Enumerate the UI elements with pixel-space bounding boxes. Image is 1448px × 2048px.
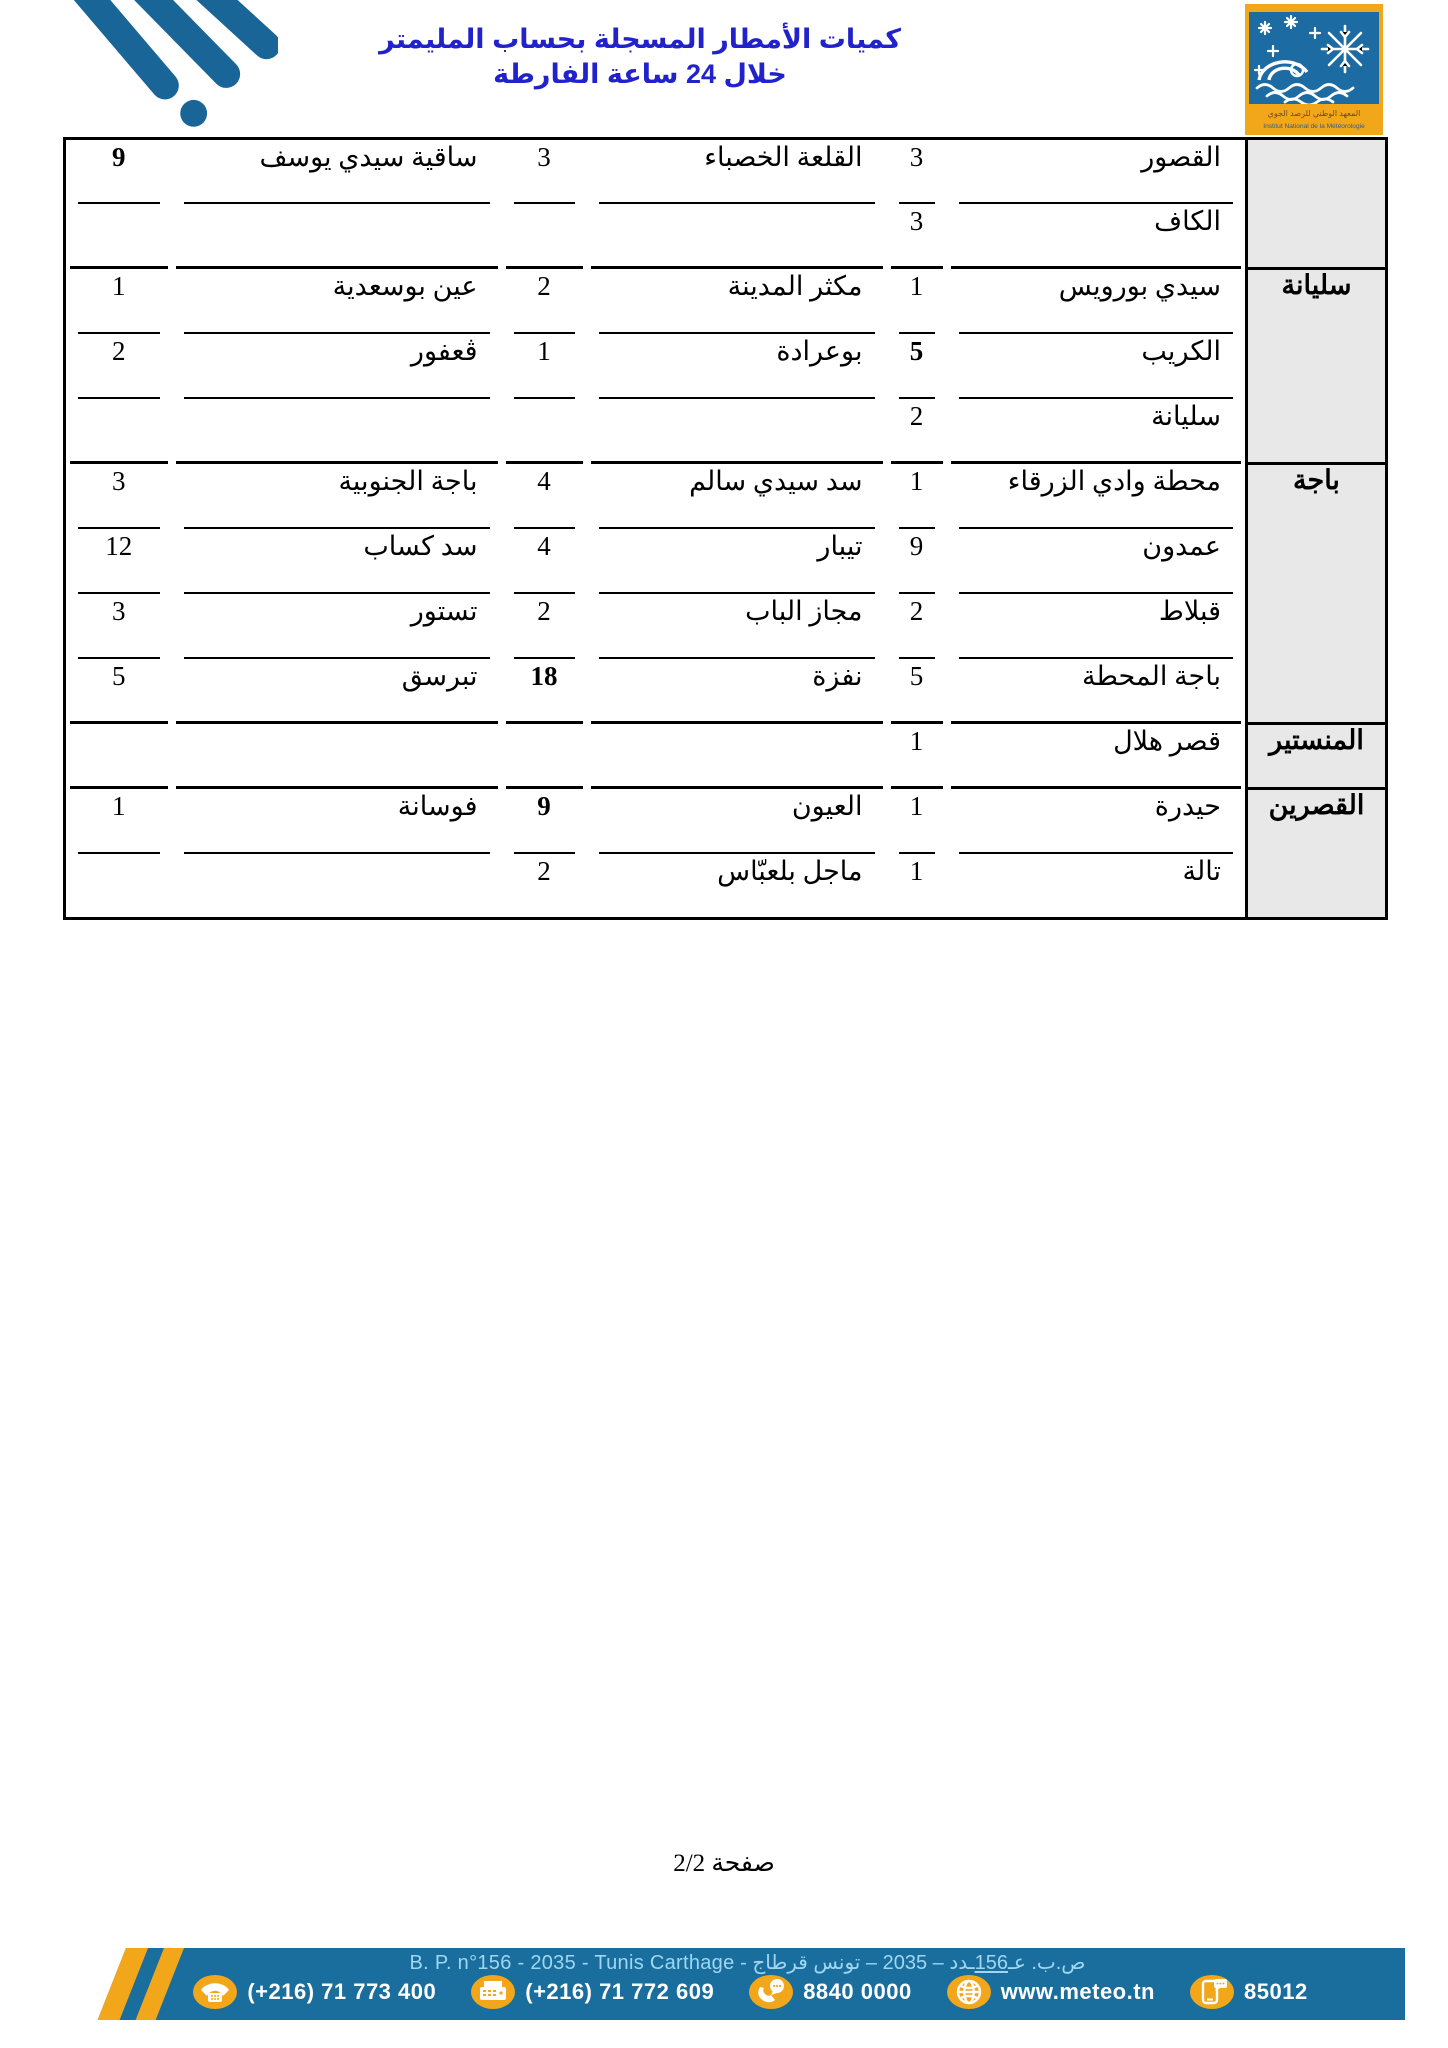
contact-item xyxy=(748,1974,912,2010)
rainfall-value-cell xyxy=(65,854,172,919)
station-cell: سد كساب xyxy=(172,529,502,594)
rainfall-value-cell xyxy=(65,399,172,464)
address-box-number: 156 xyxy=(974,1952,1008,1974)
table-row xyxy=(65,139,1387,204)
station-cell: تالة xyxy=(1182,855,1221,886)
table-row xyxy=(65,789,1387,854)
rainfall-value-cell: 9 xyxy=(502,789,587,854)
station-cell xyxy=(172,399,502,464)
contact-item xyxy=(192,1974,436,2010)
rainfall-value-cell: 1 xyxy=(887,789,947,854)
station-cell xyxy=(587,399,887,464)
address-arabic-suffix: ـدد – 2035 – تونس قرطاج xyxy=(752,1952,975,1974)
station-cell: سد سيدي سالم xyxy=(587,464,887,529)
station-cell xyxy=(172,204,502,269)
address-arabic: ص.ب. عـ xyxy=(1007,1952,1086,1974)
station-cell: سيدي بورويس xyxy=(947,269,1247,334)
rainfall-value-cell: 9 xyxy=(65,139,172,204)
rainfall-value-cell: 1 xyxy=(65,789,172,854)
rainfall-value-cell: 2 xyxy=(887,399,947,464)
governorate-cell: باجة xyxy=(1247,464,1387,724)
table-row xyxy=(65,659,1387,724)
station-cell: محطة وادي الزرقاء xyxy=(947,464,1247,529)
station-cell: باجة الجنوبية xyxy=(172,464,502,529)
big-snowflake-icon xyxy=(1322,26,1368,72)
rainfall-value-cell: 3 xyxy=(887,139,947,204)
rainfall-value-cell: 3 xyxy=(65,464,172,529)
rainfall-value-cell: 1 xyxy=(887,724,947,789)
contact-label: 85012 xyxy=(1244,1979,1308,2004)
page-number: صفحة 2/2 xyxy=(673,1850,775,1877)
station-cell xyxy=(587,724,887,789)
footer-address xyxy=(90,1950,1405,1975)
station-cell: الكريب xyxy=(947,334,1247,399)
rainfall-value-cell: 4 xyxy=(502,464,587,529)
station-cell xyxy=(587,204,887,269)
station-cell: عين بوسعدية xyxy=(172,269,502,334)
table-row xyxy=(65,594,1387,659)
station-cell: ساقية سيدي يوسف xyxy=(172,139,502,204)
title-line-2: خلال 24 ساعة الفارطة xyxy=(493,59,787,90)
rainfall-value-cell: 2 xyxy=(502,594,587,659)
contact-item xyxy=(1189,1974,1308,2010)
station-cell: فوسانة xyxy=(172,789,502,854)
rainfall-value-cell: 4 xyxy=(502,529,587,594)
governorate-cell: سليانة xyxy=(1247,269,1387,464)
footer-contacts xyxy=(130,1974,1370,2010)
fax-icon xyxy=(470,1974,516,2010)
rainfall-value-cell xyxy=(65,204,172,269)
rain-drop-dot xyxy=(180,100,207,127)
inm-logo xyxy=(1245,4,1383,135)
rainfall-value-cell: 5 xyxy=(887,659,947,724)
call-center-icon xyxy=(748,1974,794,2010)
station-cell: القصور xyxy=(947,139,1247,204)
inm-caption-french: Institut National de la Météorologie xyxy=(1263,123,1365,130)
rainfall-value-cell: 2 xyxy=(65,334,172,399)
station-cell: تيبار xyxy=(587,529,887,594)
station-cell xyxy=(172,724,502,789)
table-row xyxy=(65,399,1387,464)
station-cell: مكثر المدينة xyxy=(587,269,887,334)
page-title xyxy=(60,22,1220,92)
footer-band xyxy=(90,1948,1405,2020)
rainfall-value-cell: 2 xyxy=(887,594,947,659)
station-cell: باجة المحطة xyxy=(947,659,1247,724)
rainfall-value-cell: 9 xyxy=(887,529,947,594)
table-row xyxy=(65,334,1387,399)
rainfall-value-cell: 5 xyxy=(887,334,947,399)
table-row xyxy=(65,464,1387,529)
rainfall-value-cell: 1 xyxy=(502,334,587,399)
station-cell: مجاز الباب xyxy=(587,594,887,659)
station-cell: القلعة الخصباء xyxy=(587,139,887,204)
rainfall-value-cell: 1 xyxy=(909,855,924,886)
table-row xyxy=(65,269,1387,334)
station-cell: قصر هلال xyxy=(947,724,1247,789)
governorate-cell xyxy=(1247,139,1387,269)
station-cell: عمدون xyxy=(947,529,1247,594)
rain-table-body xyxy=(65,139,1387,919)
rainfall-value-cell xyxy=(65,724,172,789)
station-cell: ماجل بلعبّاس xyxy=(717,855,863,886)
contact-item xyxy=(946,1974,1155,2010)
station-cell: تستور xyxy=(172,594,502,659)
station-cell: قبلاط xyxy=(947,594,1247,659)
station-cell: ڨعفور xyxy=(172,334,502,399)
rainfall-table xyxy=(63,137,1388,920)
rainfall-value-cell: 3 xyxy=(65,594,172,659)
contact-item xyxy=(470,1974,714,2010)
rainfall-value-cell: 1 xyxy=(887,269,947,334)
rainfall-value-cell: 3 xyxy=(887,204,947,269)
table-row xyxy=(65,854,1387,919)
globe-icon xyxy=(946,1974,992,2010)
rainfall-value-cell: 2 xyxy=(502,269,587,334)
address-separator: - xyxy=(734,1952,753,1974)
title-line-1: كميات الأمطار المسجلة بحساب المليمتر xyxy=(379,24,901,54)
rainfall-value-cell: 3 xyxy=(502,139,587,204)
sms-icon xyxy=(1189,1974,1235,2010)
rainfall-value-cell: 12 xyxy=(65,529,172,594)
station-cell: سليانة xyxy=(947,399,1247,464)
rainfall-value-cell: 1 xyxy=(65,269,172,334)
table-row xyxy=(65,529,1387,594)
station-cell: نفزة xyxy=(587,659,887,724)
rainfall-value-cell: 5 xyxy=(65,659,172,724)
table-row xyxy=(65,204,1387,269)
station-cell: حيدرة xyxy=(947,789,1247,854)
station-cell xyxy=(172,854,502,919)
station-cell: بوعرادة xyxy=(587,334,887,399)
station-cell: العيون xyxy=(587,789,887,854)
table-row xyxy=(65,724,1387,789)
governorate-cell: المنستير xyxy=(1247,724,1387,789)
rainfall-value-cell: 1 xyxy=(887,464,947,529)
inm-caption-arabic: المعهد الوطني للرصد الجوي xyxy=(1267,109,1361,118)
rainfall-value-cell: 2 xyxy=(537,855,551,886)
station-cell: الكاف xyxy=(947,204,1247,269)
address-latin: B. P. n°156 - 2035 - Tunis Carthage xyxy=(409,1952,735,1974)
rainfall-value-cell xyxy=(502,724,587,789)
governorate-cell: القصرين xyxy=(1247,789,1387,919)
station-cell: تبرسق xyxy=(172,659,502,724)
contact-label: 8840 0000 xyxy=(803,1979,912,2004)
rainfall-value-cell xyxy=(502,204,587,269)
rainfall-value-cell xyxy=(502,399,587,464)
rainfall-value-cell: 18 xyxy=(502,659,587,724)
contact-label: (+216) 71 772 609 xyxy=(525,1979,715,2004)
phone-icon xyxy=(192,1974,238,2010)
contact-label: (+216) 71 773 400 xyxy=(247,1979,437,2004)
contact-label: www.meteo.tn xyxy=(1000,1979,1155,2004)
